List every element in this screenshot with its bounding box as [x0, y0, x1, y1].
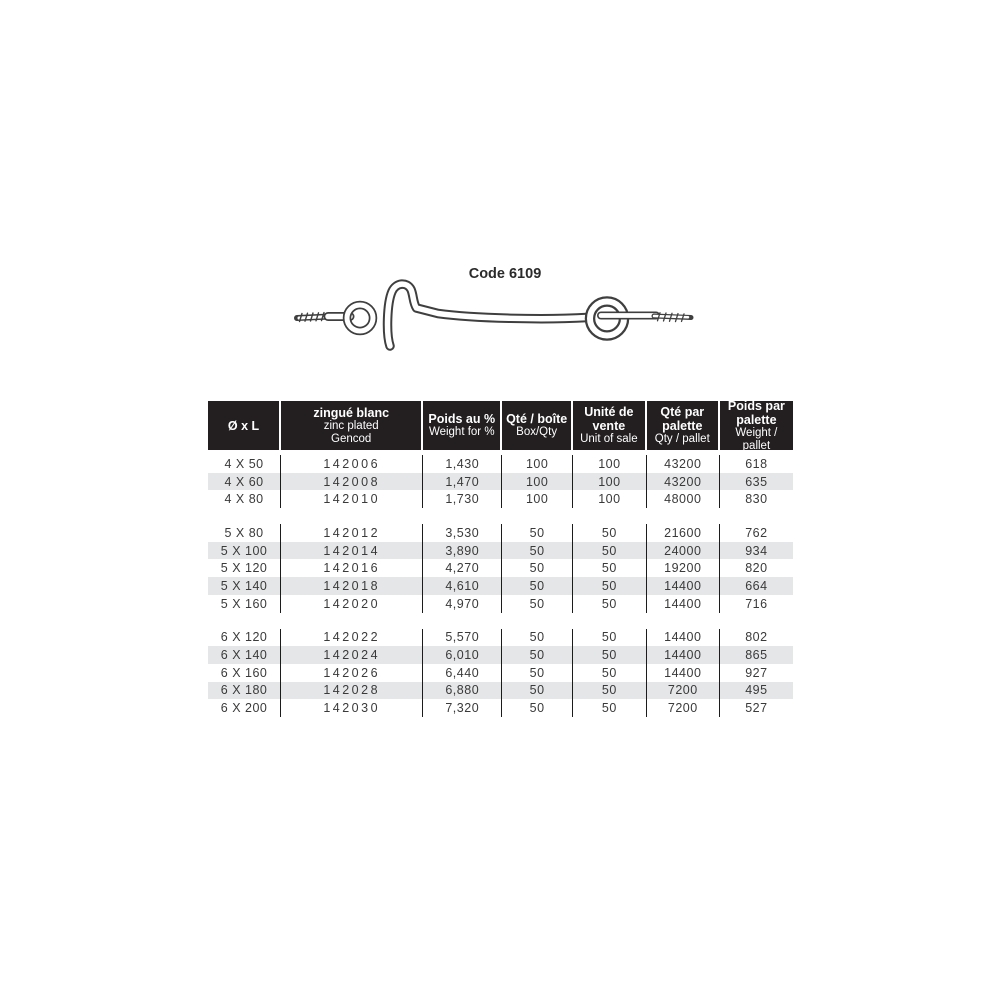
table-cell: 664 [745, 578, 768, 593]
table-cell: 6 X 120 [208, 629, 281, 647]
table-cell: 6 X 140 [208, 646, 281, 664]
table-cell: 527 [745, 701, 768, 716]
table-row [208, 542, 793, 560]
product-code-label: Code 6109 [468, 266, 542, 282]
table-row [208, 629, 793, 647]
table-row [208, 699, 793, 717]
table-cell: 495 [745, 683, 768, 698]
table-cell: 820 [745, 561, 768, 576]
column-header-5: Qté par palette Qty / pallet [647, 401, 720, 450]
table-cell: 50 [573, 646, 647, 664]
table-cell: 19200 [647, 559, 720, 577]
table-cell: 50 [502, 542, 573, 560]
table-cell: 618 [745, 456, 768, 471]
table-cell: 4 X 80 [208, 490, 281, 508]
table-cell: 50 [502, 664, 573, 682]
row-group [208, 524, 793, 612]
table-cell: 14400 [647, 664, 720, 682]
table-cell: 100 [502, 473, 573, 491]
table-cell: 3,530 [423, 524, 502, 542]
table-cell: 6 X 160 [208, 664, 281, 682]
table-cell: 4,270 [423, 559, 502, 577]
column-header-1: zingué blanc zinc plated Gencod [281, 401, 423, 450]
table-cell: 142026 [281, 664, 423, 682]
table-cell: 14400 [647, 629, 720, 647]
table-cell: 14400 [647, 595, 720, 613]
table-cell: 142016 [281, 559, 423, 577]
table-cell: 50 [573, 559, 647, 577]
table-cell: 635 [745, 474, 768, 489]
table-cell: 5 X 100 [208, 542, 281, 560]
table-cell: 6 X 180 [208, 682, 281, 700]
table-cell: 6 X 200 [208, 699, 281, 717]
table-cell: 1,430 [423, 455, 502, 473]
table-cell: 7200 [647, 699, 720, 717]
table-row [208, 559, 793, 577]
table-cell: 100 [502, 455, 573, 473]
table-cell: 4 X 60 [208, 473, 281, 491]
column-header-4: Unité de vente Unit of sale [573, 401, 647, 450]
table-cell: 50 [573, 595, 647, 613]
table-cell: 50 [573, 699, 647, 717]
table-body [208, 450, 793, 717]
table-cell: 762 [745, 525, 768, 540]
table-cell: 50 [502, 682, 573, 700]
table-cell: 50 [573, 682, 647, 700]
table-cell: 934 [745, 543, 768, 558]
table-row [208, 682, 793, 700]
table-cell: 5 X 140 [208, 577, 281, 595]
table-cell: 142012 [281, 524, 423, 542]
table-cell: 142006 [281, 455, 423, 473]
table-cell: 142028 [281, 682, 423, 700]
table-cell: 142018 [281, 577, 423, 595]
table-cell: 6,010 [423, 646, 502, 664]
table-cell: 6,880 [423, 682, 502, 700]
table-cell: 5,570 [423, 629, 502, 647]
table-cell: 4,970 [423, 595, 502, 613]
table-cell: 6,440 [423, 664, 502, 682]
table-cell: 50 [573, 629, 647, 647]
table-cell: 716 [745, 596, 768, 611]
table-cell: 5 X 160 [208, 595, 281, 613]
table-cell: 1,470 [423, 473, 502, 491]
table-cell: 4,610 [423, 577, 502, 595]
table-cell: 7200 [647, 682, 720, 700]
table-cell: 5 X 120 [208, 559, 281, 577]
table-cell: 142020 [281, 595, 423, 613]
gate-hook-illustration [282, 270, 712, 358]
table-cell: 142022 [281, 629, 423, 647]
spec-table [208, 398, 793, 717]
table-cell: 50 [573, 524, 647, 542]
table-cell: 1,730 [423, 490, 502, 508]
column-header-6: Poids par palette Weight / pallet [727, 398, 785, 452]
table-cell: 142024 [281, 646, 423, 664]
table-row [208, 455, 793, 473]
row-group [208, 455, 793, 508]
table-cell: 927 [745, 665, 768, 680]
table-header-row [208, 398, 793, 452]
table-row [208, 577, 793, 595]
table-cell: 50 [573, 577, 647, 595]
table-cell: 142010 [281, 490, 423, 508]
table-cell: 142030 [281, 699, 423, 717]
column-header-0: Ø x L [208, 401, 281, 450]
table-row [208, 490, 793, 508]
table-cell: 43200 [647, 455, 720, 473]
table-cell: 14400 [647, 646, 720, 664]
table-cell: 4 X 50 [208, 455, 281, 473]
table-cell: 142008 [281, 473, 423, 491]
table-cell: 802 [745, 630, 768, 645]
table-cell: 100 [502, 490, 573, 508]
table-cell: 5 X 80 [208, 524, 281, 542]
table-cell: 50 [502, 524, 573, 542]
table-cell: 50 [573, 542, 647, 560]
table-cell: 50 [502, 595, 573, 613]
table-cell: 48000 [647, 490, 720, 508]
table-cell: 24000 [647, 542, 720, 560]
table-cell: 7,320 [423, 699, 502, 717]
table-cell: 50 [502, 646, 573, 664]
table-cell: 100 [573, 490, 647, 508]
table-cell: 50 [502, 699, 573, 717]
table-row [208, 473, 793, 491]
table-row [208, 595, 793, 613]
table-cell: 50 [502, 629, 573, 647]
table-cell: 100 [573, 455, 647, 473]
table-cell: 50 [573, 664, 647, 682]
table-row [208, 664, 793, 682]
table-cell: 50 [502, 577, 573, 595]
table-row [208, 524, 793, 542]
table-row [208, 646, 793, 664]
row-group [208, 629, 793, 717]
table-cell: 865 [745, 648, 768, 663]
table-cell: 21600 [647, 524, 720, 542]
column-header-3: Qté / boîte Box/Qty [502, 401, 573, 450]
table-cell: 50 [502, 559, 573, 577]
table-cell: 3,890 [423, 542, 502, 560]
table-cell: 14400 [647, 577, 720, 595]
table-cell: 43200 [647, 473, 720, 491]
table-cell: 100 [573, 473, 647, 491]
table-cell: 830 [745, 492, 768, 507]
table-cell: 142014 [281, 542, 423, 560]
column-header-2: Poids au % Weight for % [423, 401, 502, 450]
